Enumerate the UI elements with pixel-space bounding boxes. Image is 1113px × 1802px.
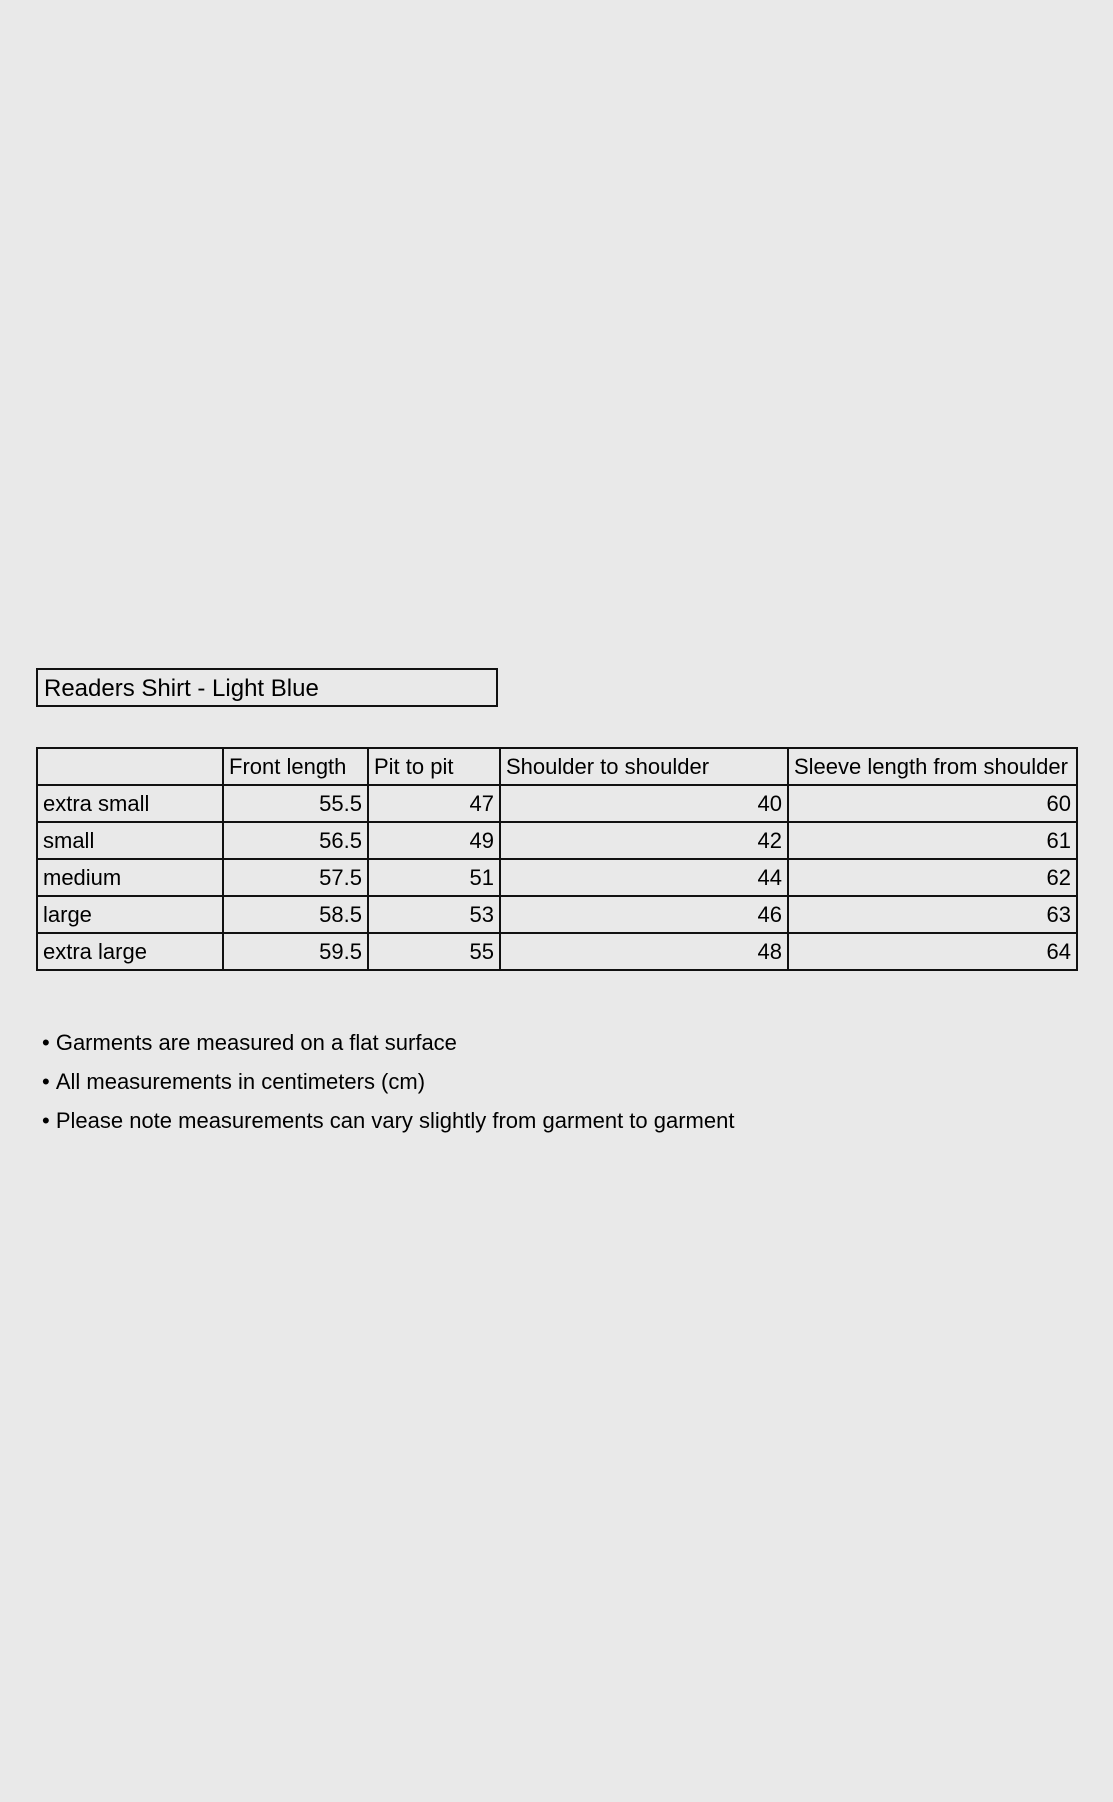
- header-front-length: Front length: [223, 748, 368, 785]
- size-label: extra small: [37, 785, 223, 822]
- front-length-cell: 59.5: [223, 933, 368, 970]
- note-item: • Garments are measured on a flat surface: [42, 1023, 734, 1062]
- table-header-row: [37, 748, 1077, 785]
- sleeve-cell: 63: [788, 896, 1077, 933]
- size-label: medium: [37, 859, 223, 896]
- header-sleeve-length: Sleeve length from shoulder: [788, 748, 1077, 785]
- note-item: • Please note measurements can vary slightly from garment to garment: [42, 1101, 734, 1140]
- shoulder-cell: 40: [500, 785, 788, 822]
- table-row: [37, 859, 1077, 896]
- pit-to-pit-cell: 51: [368, 859, 500, 896]
- pit-to-pit-cell: 55: [368, 933, 500, 970]
- sleeve-cell: 61: [788, 822, 1077, 859]
- table-row: [37, 822, 1077, 859]
- shoulder-cell: 46: [500, 896, 788, 933]
- size-chart-table: [36, 747, 1078, 971]
- sleeve-cell: 62: [788, 859, 1077, 896]
- table-row: [37, 933, 1077, 970]
- shoulder-cell: 44: [500, 859, 788, 896]
- shoulder-cell: 42: [500, 822, 788, 859]
- front-length-cell: 58.5: [223, 896, 368, 933]
- shoulder-cell: 48: [500, 933, 788, 970]
- table-row: [37, 785, 1077, 822]
- measurement-notes: [42, 1023, 734, 1140]
- product-title: Readers Shirt - Light Blue: [36, 668, 498, 707]
- front-length-cell: 56.5: [223, 822, 368, 859]
- header-pit-to-pit: Pit to pit: [368, 748, 500, 785]
- note-item: • All measurements in centimeters (cm): [42, 1062, 734, 1101]
- header-shoulder-to-shoulder: Shoulder to shoulder: [500, 748, 788, 785]
- sleeve-cell: 60: [788, 785, 1077, 822]
- front-length-cell: 57.5: [223, 859, 368, 896]
- sleeve-cell: 64: [788, 933, 1077, 970]
- header-size: [37, 748, 223, 785]
- size-label: large: [37, 896, 223, 933]
- size-label: small: [37, 822, 223, 859]
- pit-to-pit-cell: 53: [368, 896, 500, 933]
- front-length-cell: 55.5: [223, 785, 368, 822]
- table-row: [37, 896, 1077, 933]
- pit-to-pit-cell: 47: [368, 785, 500, 822]
- pit-to-pit-cell: 49: [368, 822, 500, 859]
- size-label: extra large: [37, 933, 223, 970]
